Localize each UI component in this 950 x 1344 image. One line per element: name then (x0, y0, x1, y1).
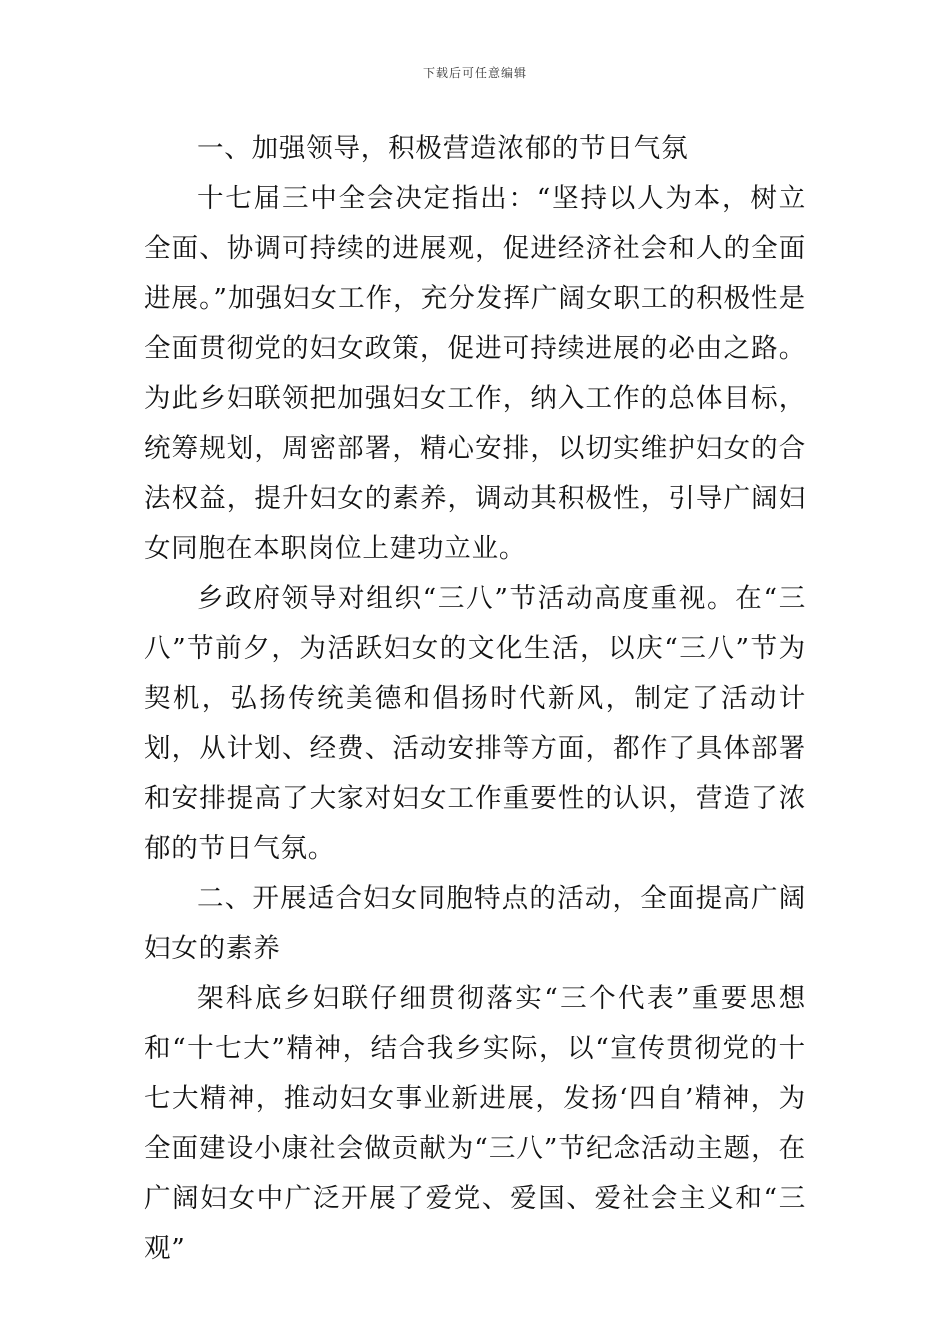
section-heading-2: 二、开展适合妇女同胞特点的活动，全面提高广阔妇女的素养 (144, 883, 806, 964)
document-body (144, 124, 806, 1274)
page-header: 下载后可任意编辑 (422, 66, 527, 80)
section-heading-1: 一、加强领导，积极营造浓郁的节日气氛 (197, 133, 689, 164)
paragraph: 乡政府领导对组织“三八”节活动高度重视。在“三八”节前夕，为活跃妇女的文化生活，以庆“三八”节为契机，弘扬传统美德和倡扬时代新风，制定了活动计划，从计划、经费、活动安排等方面，都作了具体部署和安排提高了大家对妇女工作重要性的认识，营造了浓郁的节日气氛。 (144, 583, 806, 864)
paragraph: 架科底乡妇联仔细贯彻落实“三个代表”重要思想和“十七大”精神，结合我乡实际，以“宣传贯彻党的十七大精神，推动妇女事业新进展，发扬‘四自’精神，为全面建设小康社会做贡献为“三八”节纪念活动主题，在广阔妇女中广泛开展了爱党、爱国、爱社会主义和“三观” (144, 983, 806, 1264)
paragraph: 十七届三中全会决定指出：“坚持以人为本，树立全面、协调可持续的进展观，促进经济社会和人的全面进展。”加强妇女工作，充分发挥广阔女职工的积极性是全面贯彻党的妇女政策，促进可持续进展的必由之路。为此乡妇联领把加强妇女工作，纳入工作的总体目标，统筹规划，周密部署，精心安排，以切实维护妇女的合法权益，提升妇女的素养，调动其积极性，引导广阔妇女同胞在本职岗位上建功立业。 (144, 183, 806, 564)
